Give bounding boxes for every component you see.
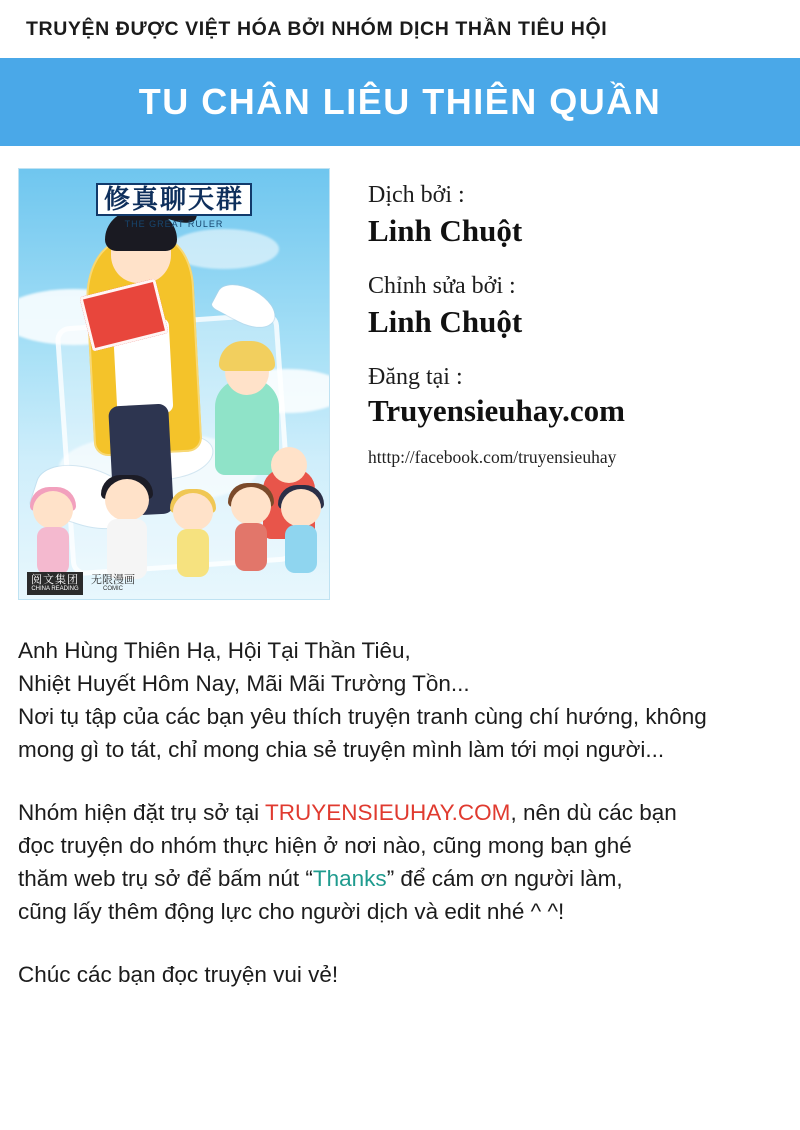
hq-text-d: thăm web trụ sở để bấm nút “	[18, 866, 313, 891]
translator-name: Linh Chuột	[368, 213, 523, 248]
slogan-line-1: Anh Hùng Thiên Hạ, Hội Tại Thần Tiêu,	[18, 638, 411, 663]
slogan-paragraph	[18, 634, 778, 766]
hq-text-a: Nhóm hiện đặt trụ sở tại	[18, 800, 265, 825]
cover-logo-subtitle: THE GREAT RULER	[124, 219, 224, 230]
slogan-line-4: mong gì to tát, chỉ mong chia sẻ truyện mình làm tới mọi người...	[18, 737, 665, 762]
editor-name: Linh Chuột	[368, 304, 523, 339]
chibi-body	[235, 523, 267, 571]
slogan-line-3: Nơi tụ tập của các bạn yêu thích truyện tranh cùng chí hướng, không	[18, 704, 707, 729]
credits-column	[330, 168, 800, 600]
top-credit-text: TRUYỆN ĐƯỢC VIỆT HÓA BỞI NHÓM DỊCH THẦN TIÊU HỘI	[26, 17, 608, 40]
translator-label: Dịch bởi :	[368, 182, 465, 208]
hq-text-f: cũng lấy thêm động lực cho người dịch và edit nhé ^ ^!	[18, 899, 565, 924]
info-row	[0, 146, 800, 600]
top-credit-bar	[0, 0, 800, 58]
cover-art	[18, 168, 330, 600]
chibi-character	[169, 493, 217, 579]
chibi-body	[107, 519, 147, 579]
headquarters-paragraph	[18, 796, 778, 928]
site-highlight: TRUYENSIEUHAY.COM	[264, 800, 511, 825]
facebook-link[interactable]: htttp://facebook.com/truyensieuhay	[368, 446, 617, 467]
chibi-head	[33, 491, 73, 529]
chibi-character	[93, 479, 159, 583]
hq-text-e: ” để cám ơn người làm,	[386, 866, 623, 891]
publisher-badge-secondary	[91, 574, 135, 593]
chibi-character	[277, 489, 325, 575]
chibi-body	[37, 527, 69, 575]
publisher-badge-sub: CHINA READING	[31, 586, 79, 593]
chibi-group	[19, 465, 330, 583]
chibi-character	[227, 487, 275, 573]
cover-logo	[79, 183, 269, 229]
site-name: Truyensieuhay.com	[368, 393, 625, 428]
cover-logo-chinese: 修真聊天群	[96, 183, 252, 216]
chibi-character	[29, 491, 77, 577]
chibi-body	[177, 529, 209, 577]
body-text	[0, 600, 800, 991]
publisher-badge-text: 阅文集团	[31, 574, 79, 587]
chibi-head	[281, 489, 321, 527]
posted-label: Đăng tại :	[368, 364, 463, 390]
thanks-highlight: Thanks	[312, 866, 387, 891]
editor-label: Chỉnh sửa bởi :	[368, 273, 516, 299]
cover-publisher-badges	[27, 572, 135, 595]
page-title: TU CHÂN LIÊU THIÊN QUẦN	[138, 81, 662, 122]
publisher-badge2-sub: COMIC	[103, 586, 123, 593]
publisher-badge2-text: 无限漫画	[91, 574, 135, 587]
slogan-line-2: Nhiệt Huyết Hôm Nay, Mãi Mãi Trường Tồn...	[18, 671, 470, 696]
hq-text-c: đọc truyện do nhóm thực hiện ở nơi nào, cũng mong bạn ghé	[18, 833, 632, 858]
hq-text-b: , nên dù các bạn	[510, 800, 677, 825]
chibi-head	[173, 493, 213, 531]
title-banner	[0, 58, 800, 146]
footer-strip	[0, 1118, 800, 1130]
chibi-head	[105, 479, 149, 521]
chibi-head	[231, 487, 271, 525]
chibi-body	[285, 525, 317, 573]
publisher-badge	[27, 572, 83, 595]
closing-paragraph: Chúc các bạn đọc truyện vui vẻ!	[18, 962, 339, 987]
